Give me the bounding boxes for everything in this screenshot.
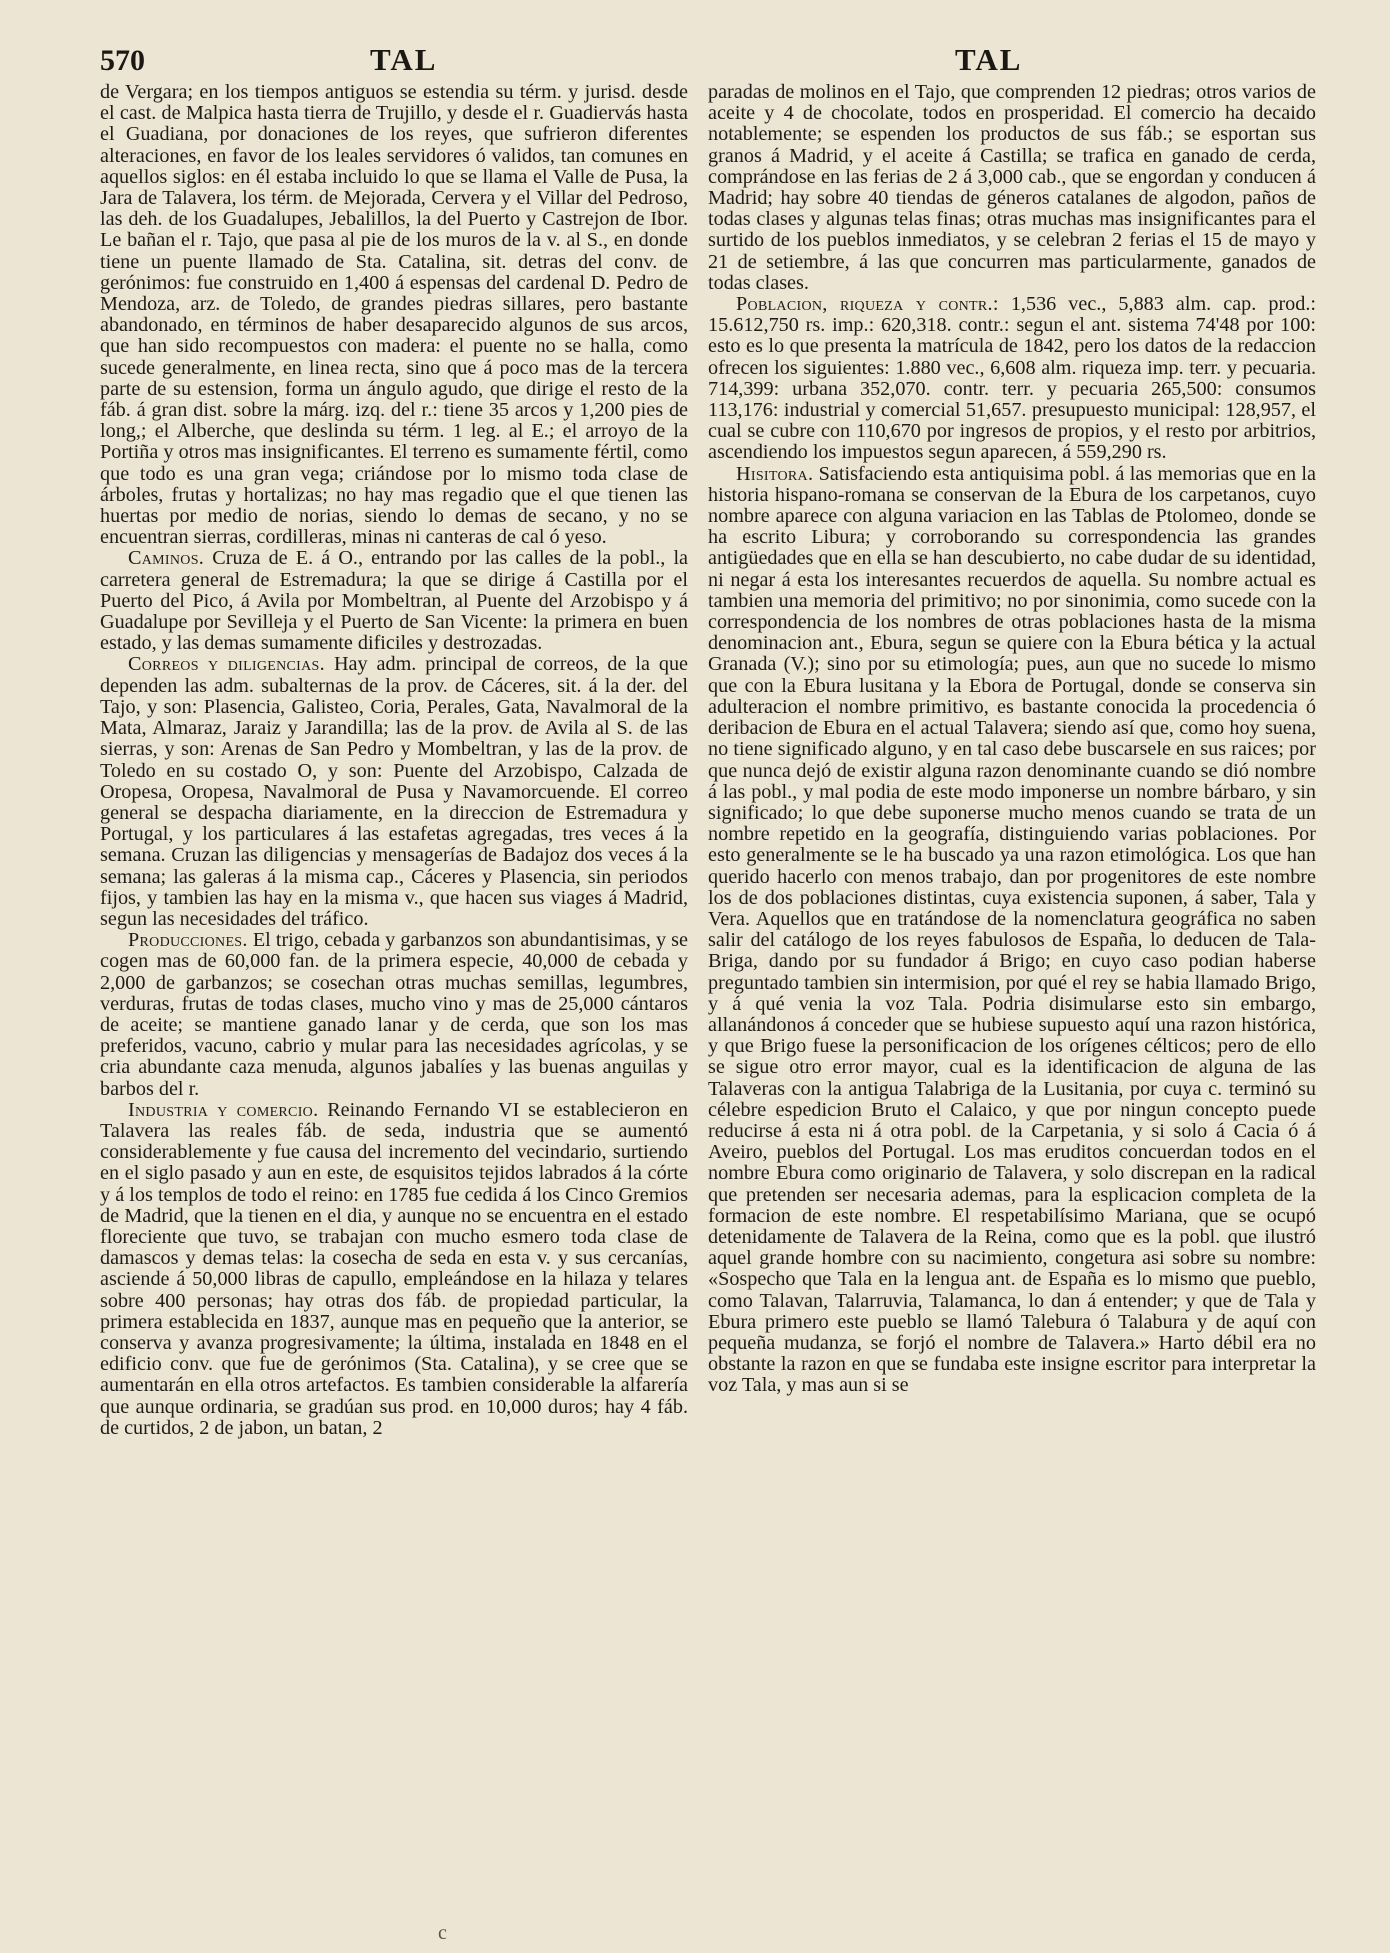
running-head-right: TAL bbox=[955, 42, 1023, 77]
section-heading: Correos y diligencias. bbox=[128, 653, 325, 676]
paragraph-industria: Industria y comercio. Reinando Fernando VI se establecieron en Talavera las reales fáb. de seda, industria que se aumentó considerablemente y fue causa del incremento del vecindario, surtiendo en el siglo pasado y aun en este, de esquisitos tejidos labrados á la córte y á los templos de todo el reino: en 1785 fue cedida á los Cinco Gremios de Madrid, que la tienen en el dia, y aunque no se encuentra en el estado floreciente que tuvo, se trabajan con mucho esmero toda clase de damascos y demas telas: la cosecha de seda en esta v. y sus cercanías, asciende á 50,000 libras de capullo, empleándose en la hilaza y telares sobre 400 personas; hay otras dos fáb. de propiedad particular, la primera establecida en 1837, aunque mas en pequeño que la anterior, se conserva y avanza progresivamente; la última, instalada en 1848 en el edificio conv. que fue de gerónimos (Sta. Catalina), y se cree que se aumentarán en ella otros artefactos. Es tambien considerable la alfarería que aunque ordinaria, se gradúan sus prod. en 10,000 duros; hay 4 fáb. de curtidos, 2 de jabon, un batan, 2 bbox=[100, 1098, 688, 1439]
paragraph-correos: Correos y diligencias. Hay adm. principal de correos, de la que dependen las adm. subalternas de la prov. de Cáceres, sit. á la der. del Tajo, y son: Plasencia, Galisteo, Coria, Perales, Gata, Navalmoral de la Mata, Almaraz, Jaraiz y Jarandilla; las de la prov. de Avila al S. de las sierras, y son: Arenas de San Pedro y Mombeltran, y las de la prov. de Toledo en su costado O, y son: Puente del Arzobispo, Calzada de Oropesa, Oropesa, Navalmoral de Pusa y Navamorcuende. El correo general se despacha diariamente, en la direccion de Estremadura y Portugal, y los particulares á las estafetas agregadas, tres veces á la semana. Cruzan las diligencias y mensagerías de Badajoz dos veces á la semana; las galeras á la misma cap., Cáceres y Plasencia, sin periodos fijos, y tambien las hay en la misma v., que hacen sus viages á Madrid, segun las necesidades del tráfico. bbox=[100, 653, 689, 930]
paragraph-vergara: de Vergara; en los tiempos antiguos se estendia su térm. y jurisd. desde el cast. de Malpica hasta tierra de Trujillo, y desde el r. Guadiervás hasta el Guadiana, por donaciones de los reyes, que sufrieron diferentes alteraciones, en favor de los leales servidores ó validos, tan comunes en aquellos siglos: en él estaba incluido lo que se llama el Valle de Pusa, la Jara de Talavera, los térm. de Mejorada, Cervera y el Villar del Pedroso, las deh. de los Guadalupes, Jebalillos, la del Puerto y Castrejon de Ibor. Le bañan el r. Tajo, que pasa al pie de los muros de la v. al S., en donde tiene un puente llamado de Sta. Catalina, sit. detras del conv. de gerónimos: fue construido en 1,400 á espensas del cardenal D. Pedro de Mendoza, arz. de Toledo, de grandes piedras sillares, pero bastante abandonado, en términos de haber desaparecido algunos de sus arcos, que han sido recompuestos con madera: el puente no se halla, como sucede generalmente, en linea recta, sino que á poco mas de la tercera parte de su estension, forma un ángulo agudo, que dirige el resto de la fáb. á gran dist. sobre la márg. izq. del r.: tiene 35 arcos y 1,200 pies de long,; el Alberche, que deslinda su térm. 1 leg. al E.; el arroyo de la Portiña y otros mas insignificantes. El terreno es sumamente fértil, como que todo es una gran vega; criándose por lo mismo toda clase de árboles, frutas y hortalizas; no hay mas regadio que el que tienen las huertas por medio de norias, siendo lo demas de secano, y no se encuentran sierras, cordilleras, minas ni canteras de cal ó yeso. bbox=[100, 81, 688, 549]
running-head-left: TAL bbox=[370, 42, 438, 77]
section-heading: Poblacion, riqueza y contr.: bbox=[736, 293, 999, 316]
section-heading: Caminos. bbox=[128, 547, 205, 570]
signature-mark: c bbox=[438, 1922, 447, 1944]
right-column bbox=[708, 82, 1316, 1397]
paragraph-caminos: Caminos. Cruza de E. á O., entrando por las calles de la pobl., la carretera general de Estremadura; la que se dirige á Castilla por el Puerto del Pico, á Avila por Mombeltran, al Puente del Arzobispo y á Guadalupe por Sevilleja y el Puerto de San Vicente: la primera en buen estado, y las demas sumamente dificiles y destrozadas. bbox=[100, 547, 689, 655]
section-heading: Industria y comercio. bbox=[128, 1098, 319, 1121]
paragraph-poblacion: Poblacion, riqueza y contr.: 1,536 vec., 5,883 alm. cap. prod.: 15.612,750 rs. imp.: 620,318. contr.: segun el ant. sistema 74'48 por 100: esto es lo que presenta la matrícula de 1842, pero los datos de la redaccion ofrecen los siguientes: 1.880 vec., 6,608 alm. riqueza imp. terr. y pecuaria. 714,399: urbana 352,070. contr. terr. y pecuaria 265,500: consumos 113,176: industrial y comercial 51,657. presupuesto municipal: 128,957, el cual se cubre con 110,670 por ingresos de propios, y el resto por arbitrios, ascendiendo los impuestos segun aparecen, á 559,290 rs. bbox=[708, 293, 1317, 464]
paragraph-molinos: paradas de molinos en el Tajo, que comprenden 12 piedras; otros varios de aceite y 4 de chocolate, todos en prosperidad. El comercio ha decaido notablemente; se espenden los productos de sus fáb.; se esportan sus granos á Madrid, y el aceite á Castilla; se trafica en ganado de cerda, comprándose en las ferias de 2 á 3,000 cab., que se engordan y conducen á Madrid; hay sobre 40 tiendas de géneros catalanes de algodon, paños de todas clases y algunas telas finas; otras muchas mas insignificantes para el surtido de los pueblos inmediatos, y se celebran 2 ferias el 15 de mayo y 21 de setiembre, á las que concurren mas particularmente, ganados de todas clases. bbox=[708, 81, 1316, 294]
section-heading: Producciones. bbox=[128, 929, 248, 952]
left-column bbox=[100, 82, 688, 1439]
paragraph-historia: Hisitora. Satisfaciendo esta antiquisima pobl. á las memorias que en la historia hispano-romana se conservan de la Ebura de los carpetanos, cuyo nombre aparece con alguna variacion en las Tablas de Ptolomeo, donde se ha escrito Libura; y corroborando su correspondencia las grandes antigüedades que en ella se han descubierto, no cabe dudar de su identidad, ni negar á esta los interesantes recuerdos de aquella. Su nombre actual es tambien una memoria del primitivo; no por sinonimia, como sucede con la correspondencia de los nombres de otras poblaciones hasta de la misma denominacion ant., Ebura, segun se quiere con la Ebura bética y la actual Granada (V.); sino por su etimología; pues, aun que no sucede lo mismo que con la Ebura lusitana y la Ebora de Portugal, donde se conserva sin adulteracion el nombre primitivo, es bastante conocida la procedencia ó deribacion de Ebura en el actual Talavera; siendo así que, como hoy suena, no tiene significado alguno, y en tal caso debe buscarsele en sus raices; por que nunca dejó de existir alguna razon denominante cuando se dió nombre á las pobl., y mal podia de este modo imponerse un nombre bárbaro, y sin significado; lo que debe suponerse mucho menos cuando se trata de un nombre repetido en la geografía, distinguiendo varias poblaciones. Por esto generalmente se le ha buscado ya una razon etimológica. Los que han querido hacerlo con menos trabajo, dan por progenitores de este nombre los de dos poblaciones distintas, cuya existencia suponen, á saber, Tala y Vera. Aquellos que en tratándose de la nomenclatura geográfica no saben salir del catálogo de los reyes fabulosos de España, lo deducen de Tala-Briga, dando por su fundador á Brigo; en cuyo caso podian haberse preguntado tambien sin intermision, por qué el rey se habia llamado Brigo, y á qué venia la voz Tala. Podria disimularse esto sin embargo, allanándonos á conceder que se hubiese supuesto aquí una razon histórica, y que Brigo fuese la personificacion de los orígenes célticos; pero de ello se sigue otro error mayor, cual es la identificacion de alguna de las Talaveras con la antigua Talabriga de la Lusitania, por cuya c. terminó su célebre espedicion Bruto el Calaico, y que por ningun concepto puede reducirse á esta ni á otra pobl. de la Carpetania, y si solo á Cacia ó á Aveiro, pueblos del Portugal. Los mas eruditos concuerdan todos en el nombre Ebura como originario de Talavera, y solo discrepan en la radical que pretenden ser necesaria ademas, para la esplicacion completa de la formacion de este nombre. El respetabilísimo Mariana, que se ocupó detenidamente de Talavera de la Reina, como que es la pobl. que ilustró aquel grande hombre con su nacimiento, congetura asi sobre su nombre: «Sospecho que Tala en la lengua ant. de España es lo mismo que pueblo, como Talavan, Talarruvia, Talamanca, lo dan á entender; y que de Tala y Ebura primero este pueblo se llamó Talebura ó Talabura y de aquí con pequeña mudanza, se forjó el nombre de Talavera.» Harto débil era no obstante la razon en que se fundaba este insigne escritor para interpretar la voz Tala, y mas aun si se bbox=[708, 462, 1316, 1397]
paragraph-producciones: Producciones. El trigo, cebada y garbanzos son abundantisimas, y se cogen mas de 60,000 fan. de la primera especie, 40,000 de cebada y 2,000 de garbanzos; se cosechan otras muchas semillas, legumbres, verduras, frutas de todas clases, mucho vino y mas de 25,000 cántaros de aceite; se mantiene ganado lanar y de cerda, que son los mas preferidos, vacuno, cabrio y mular para las necesidades agrícolas, y se cria abundante caza menuda, algunos jabalíes y las buenas anguilas y barbos del r. bbox=[100, 929, 689, 1100]
section-heading: Hisitora. bbox=[736, 462, 814, 485]
page-number: 570 bbox=[100, 44, 145, 77]
